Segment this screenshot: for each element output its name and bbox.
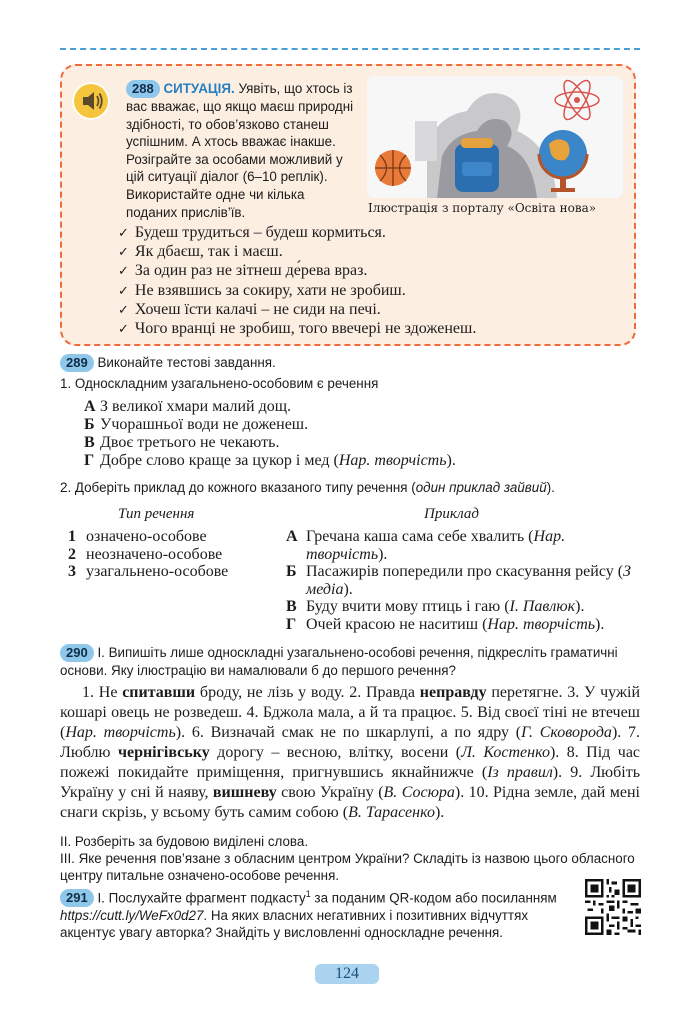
proverb-item: ✓ За один раз не зітнеш де́рева враз. <box>118 262 476 281</box>
option-c: В Двоє третього не чекають. <box>84 434 280 451</box>
proverb-item: ✓ Як дбаєш, так і маєш. <box>118 243 476 262</box>
podcast-link[interactable]: https://cutt.ly/WeFx0d27 <box>60 908 204 924</box>
question-1: 1. Односкладним узагальнено-особовим є речення <box>60 376 379 391</box>
proverb-item: ✓ Будеш трудиться – будеш кормиться. <box>118 224 476 243</box>
example-item: Б Пасажирів попередили про скасування рейсу (З медіа). <box>286 563 631 598</box>
type-item: 3 узагальнено-особове <box>68 563 229 580</box>
example-item: В Буду вчити мову птиць і гаю (І. Павлюк). <box>286 598 585 616</box>
task-290-part2: ІІ. Розберіть за будовою виділені слова. <box>60 834 309 849</box>
column-header-example: Приклад <box>424 506 479 522</box>
proverb-item: ✓ Хочеш їсти калачі – не сиди на печі. <box>118 301 476 320</box>
examples <box>286 528 638 634</box>
task-290-header <box>60 644 640 679</box>
speaker-icon[interactable] <box>72 82 110 120</box>
question-2: 2. Доберіть приклад до кожного вказаного типу речення (один приклад зайвий). <box>60 480 555 495</box>
example-item: Г Очей красою не наситиш (Нар. творчість). <box>286 615 605 633</box>
proverb-item: ✓ Чого вранці не зробиш, того ввечері не здоженеш. <box>118 320 476 339</box>
page-number: 124 <box>315 964 379 984</box>
task-290-instruction: І. Випишіть лише односкладні узагальнено-особові речення, підкресліть граматичні основи. Яку ілюстрацію ви намалювали б до першого речення? <box>60 645 618 678</box>
example-item: А Гречана каша сама себе хвалить (Нар. творчість). <box>286 528 566 563</box>
proverb-item: ✓ Не взявшись за сокиру, хати не зробиш. <box>118 282 476 301</box>
task-291-text: 291 І. Послухайте фрагмент подкасту$^1$ за поданим QR-кодом або посиланням https://cutt.ly/WeFx0d27. На яких власних негативних і позитивних відчуттях акцентує увагу авторка? Знайдіть у висловленні односкладне речення. <box>60 889 557 941</box>
task-290-text: 1. Не спитавши броду, не лізь у воду. 2. Правда неправду перетягне. 3. У чужій кошарі овець не розведеш. 4. Бджола мала, а й та працює. 5. Від своєї тіні не втечеш (Нар. творчість). 6. Визначай смак не по шкарлупі, а по ядру (Г. Сковорода). 7. Люблю чернігівську дорогу – весною, влітку, восени (Л. Костенко). 8. Під час пожежі покидайте приміщення, пригнувшись якнайнижче (Із правил). 9. Любіть Україну у сні й наяву, вишневу свою Україну (В. Сосюра). 10. Рідна земле, дай мені снаги скрізь, у всьому буть самим собою (В. Тарасенко). <box>60 684 641 821</box>
task-288-text <box>126 80 358 221</box>
footnote-marker: 1 <box>305 889 311 899</box>
sentence-types <box>68 528 228 581</box>
top-divider <box>60 48 640 50</box>
question-1-options <box>84 398 456 470</box>
task-289-instruction: Виконайте тестові завдання. <box>97 355 276 370</box>
task-288-title: СИТУАЦІЯ. <box>163 81 235 96</box>
task-288-body: Уявіть, що хтось із вас вважає, що якщо маєш природні здібності, то обов’язково станеш успішним. А хтось вважає інакше. Розіграйте за особами можливий у цій ситуації діалог (6–10 реплік). Використайте одне чи кілька поданих прислів’їв. <box>126 81 354 220</box>
option-d: Г Добре слово краще за цукор і мед (Нар. творчість). <box>84 452 456 469</box>
task-290-part3: ІІІ. Яке речення пов’язане з обласним центром України? Складіть із назвою цього обласного центру питальне означено-особове речення. <box>60 851 635 883</box>
task-291-badge: 291 <box>60 889 94 907</box>
type-item: 1 означено-особове <box>68 528 207 545</box>
option-a: А З великої хмари малий дощ. <box>84 398 292 415</box>
qr-code[interactable] <box>585 879 641 935</box>
task-290-badge: 290 <box>60 644 94 662</box>
proverb-list <box>118 224 476 339</box>
task-289-badge: 289 <box>60 354 94 372</box>
task-289-header <box>60 354 276 372</box>
option-b: Б Учорашньої води не доженеш. <box>84 416 309 433</box>
column-header-type: Тип речення <box>118 506 195 522</box>
illustration <box>367 76 623 198</box>
illustration-caption: Ілюстрація з порталу «Освіта нова» <box>368 201 597 215</box>
task-288-badge: 288 <box>126 80 160 98</box>
type-item: 2 неозначено-особове <box>68 545 223 563</box>
